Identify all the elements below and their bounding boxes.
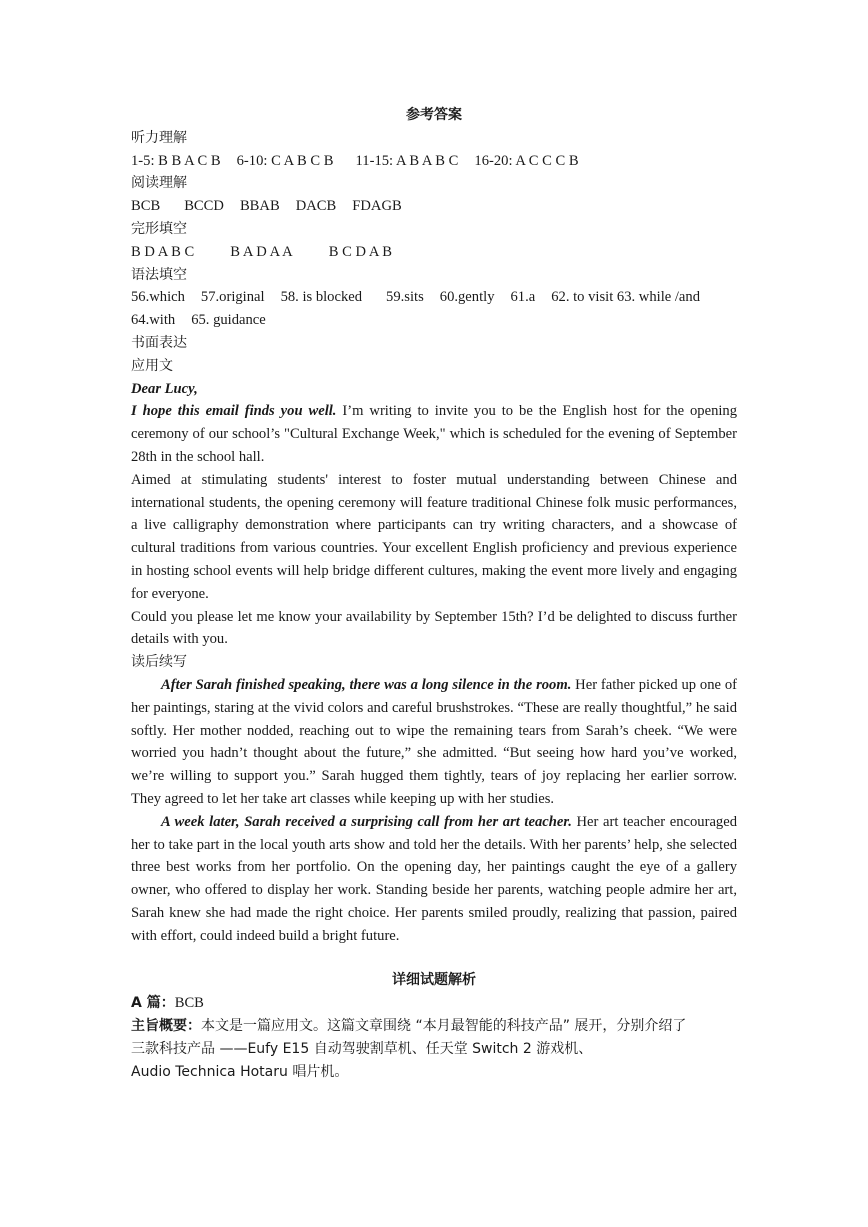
continuation-paragraph-1-lead: After Sarah finished speaking, there was a long silence in the room. xyxy=(161,676,572,693)
grammar-62-63: 62. to visit 63. while /and xyxy=(551,289,701,306)
reading-group-3: BBAB xyxy=(239,198,280,215)
grammar-answers-line-2 xyxy=(131,309,737,332)
listening-group-3: 11-15: A B A B C xyxy=(355,152,459,169)
reading-group-5: FDAGB xyxy=(352,198,402,215)
cloze-heading: 完形填空 xyxy=(131,220,187,237)
reading-answers xyxy=(131,195,737,218)
listening-heading: 听力理解 xyxy=(131,129,187,146)
continuation-paragraph-2-lead: A week later, Sarah received a surprising call from her art teacher. xyxy=(161,813,572,830)
page-title: 参考答案 xyxy=(406,107,462,123)
grammar-64: 64.with xyxy=(131,312,176,329)
continuation-heading: 读后续写 xyxy=(131,654,187,671)
grammar-56: 56.which xyxy=(131,289,185,306)
listening-group-2: 6-10: C A B C B xyxy=(236,152,334,169)
continuation-paragraph-1 xyxy=(131,674,737,811)
letter-paragraph-2: Aimed at stimulating students' interest to foster mutual understanding between Chinese and international students, the opening ceremony will feature traditional Chinese folk music performances, a live calligraphy demonstration where participants can try writing characters, and a showcase of cultural traditions from various countries. Your excellent English proficiency and previous experience in hosting school events will help bridge different cultures, making the event more lively and engaging for everyone. xyxy=(131,471,737,602)
cloze-group-3: B C D A B xyxy=(328,243,392,260)
answer-document xyxy=(131,104,737,1083)
grammar-61: 61.a xyxy=(510,289,536,306)
listening-group-4: 16-20: A C C C B xyxy=(474,152,579,169)
grammar-65: 65. guidance xyxy=(191,312,266,329)
grammar-57: 57.original xyxy=(200,289,265,306)
grammar-heading: 语法填空 xyxy=(131,266,187,283)
letter-salutation: Dear Lucy, xyxy=(131,380,198,397)
letter-paragraph-1-lead: I hope this email finds you well. xyxy=(131,403,337,420)
cloze-group-2: B A D A A xyxy=(230,243,293,260)
cloze-group-1: B D A B C xyxy=(131,243,195,260)
letter-paragraph-1-body: I’m writing to invite you to be the English host for the opening ceremony of our school’s "Cultural Exchange Week," which is scheduled for the evening of September 28th in the school hall. xyxy=(131,403,738,465)
reading-group-1: BCB xyxy=(131,198,161,215)
listening-group-1: 1-5: B B A C B xyxy=(131,152,221,169)
reading-heading: 阅读理解 xyxy=(131,175,187,192)
grammar-58: 58. is blocked xyxy=(280,289,363,306)
writing-subheading: 应用文 xyxy=(131,357,173,374)
analysis-summary-label: 主旨概要： xyxy=(131,1018,201,1035)
listening-answers xyxy=(131,150,737,173)
grammar-59: 59.sits xyxy=(386,289,424,306)
grammar-answers-line-1 xyxy=(131,286,737,309)
analysis-summary-line-3: Audio Technica Hotaru 唱片机。 xyxy=(131,1063,349,1080)
reading-group-4: DACB xyxy=(295,198,337,215)
continuation-paragraph-2-body: Her art teacher encouraged her to take part in the local youth arts show and told her the details. With her parents’ help, she selected three best works from her portfolio. On the opening day, her paintings caught the eye of a gallery owner, who offered to display her work. Standing beside her parents, watching people admire her art, Sarah knew she had made the right choice. Her parents smiled proudly, realizing that passion, paired with effort, could indeed build a bright future. xyxy=(131,813,737,944)
cloze-answers xyxy=(131,241,737,264)
writing-heading: 书面表达 xyxy=(131,334,187,351)
analysis-section-a xyxy=(131,992,737,1015)
continuation-paragraph-1-body: Her father picked up one of her paintings, staring at the vivid colors and careful brushstrokes. “These are really thoughtful,” he said softly. Her mother nodded, reaching out to wipe the remaining tears from Sarah’s cheek. “We were worried you hadn’t thought about the future,” she admitted. “But seeing how hard you’ve worked, we’re willing to support you.” Sarah hugged them tightly, tears of joy replacing her earlier sorrow. They agreed to let her take art classes while keeping up with her studies. xyxy=(131,676,737,807)
letter-paragraph-3: Could you please let me know your availability by September 15th? I’d be delighted to discuss further details with you. xyxy=(131,608,737,648)
analysis-summary-line-2: 三款科技产品 ——Eufy E15 自动驾驶割草机、任天堂 Switch 2 游戏机、 xyxy=(131,1040,593,1057)
analysis-section-label: A 篇： xyxy=(131,995,175,1012)
analysis-title: 详细试题解析 xyxy=(392,972,476,989)
reading-group-2: BCCD xyxy=(184,198,224,215)
analysis-section-answer: BCB xyxy=(174,995,204,1012)
grammar-60: 60.gently xyxy=(439,289,495,306)
analysis-summary-line-1: 本文是一篇应用文。这篇文章围绕 “本月最智能的科技产品” 展开，分别介绍了 xyxy=(201,1018,687,1035)
analysis-summary xyxy=(131,1015,737,1038)
continuation-paragraph-2 xyxy=(131,811,737,948)
letter-paragraph-1 xyxy=(131,400,737,468)
